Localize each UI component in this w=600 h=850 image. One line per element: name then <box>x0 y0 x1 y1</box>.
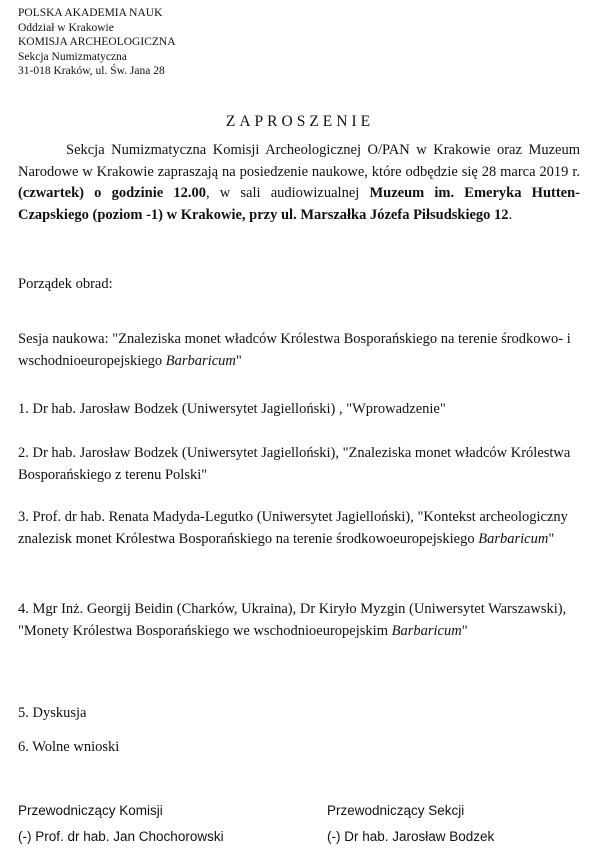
intro-date-time: (czwartek) o godzinie 12.00 <box>18 185 206 201</box>
agenda-item-5: 5. Dyskusja <box>18 705 87 721</box>
intro-text-c: , w sali audiowizualnej <box>205 185 370 201</box>
signature-left-name: (-) Prof. dr hab. Jan Chochorowski <box>18 829 224 844</box>
letterhead-line-1: POLSKA AKADEMIA NAUK <box>18 7 163 19</box>
signature-left-title: Przewodniczący Komisji <box>18 803 163 818</box>
letterhead <box>18 6 176 79</box>
letterhead-line-4: Sekcja Numizmatyczna <box>18 50 127 63</box>
agenda-item-4-text: 4. Mgr Inż. Georgij Beidin (Charków, Ukraina), Dr Kiryło Myzgin (Uniwersytet Warszawski), "Monety Królestwa Bosporańskiego we wschodnioeuropejskim <box>18 601 567 639</box>
intro-text-e: . <box>508 206 513 223</box>
agenda-item-4-suffix: " <box>461 622 468 639</box>
agenda-label: Porządek obrad: <box>18 276 113 292</box>
letterhead-address: 31-018 Kraków, ul. Św. Jana 28 <box>18 65 165 77</box>
agenda-item-3 <box>18 507 588 550</box>
signature-right-name: (-) Dr hab. Jarosław Bodzek <box>327 829 495 844</box>
agenda-item-4-italic: Barbaricum <box>391 622 462 639</box>
document-title: ZAPROSZENIE <box>225 113 375 130</box>
agenda-item-3-italic: Barbaricum <box>478 530 549 547</box>
signature-right <box>327 798 494 850</box>
session-title-prefix: Sesja naukowa: "Znaleziska monet władców Królestwa Bosporańskiego na terenie środkowo- i wschodnioeuropejskiego <box>18 331 571 369</box>
agenda-item-3-suffix: " <box>548 530 555 547</box>
session-title-suffix: " <box>235 352 242 369</box>
agenda-item-2: 2. Dr hab. Jarosław Bodzek (Uniwersytet Jagielloński), "Znaleziska monet władców Królestwa Bosporańskiego z terenu Polski" <box>18 445 571 483</box>
letterhead-line-3: KOMISJA ARCHEOLOGICZNA <box>18 36 176 48</box>
intro-text-a: Sekcja Numizmatyczna Komisji Archeologicznej O/PAN w Krakowie oraz Muzeum Narodowe w Krakowie zapraszają na posiedzenie naukowe, które odbędzie się 28 marca 2019 r. <box>18 142 580 180</box>
signature-right-title: Przewodniczący Sekcji <box>327 803 465 818</box>
session-title-italic: Barbaricum <box>165 352 236 369</box>
session-title <box>18 329 588 372</box>
agenda-item-6: 6. Wolne wnioski <box>18 739 120 755</box>
signature-left <box>18 798 224 850</box>
letterhead-line-2: Oddział w Krakowie <box>18 21 114 34</box>
agenda-item-3-text: 3. Prof. dr hab. Renata Madyda-Legutko (Uniwersytet Jagielloński), "Kontekst archeologiczny znalezisk monet Królestwa Bosporańskiego na terenie środkowoeuropejskiego <box>18 509 568 547</box>
intro-paragraph <box>18 140 580 226</box>
agenda-item-1: 1. Dr hab. Jarosław Bodzek (Uniwersytet Jagielloński) , "Wprowadzenie" <box>18 401 446 417</box>
intro-venue: Muzeum im. Emeryka Hutten-Czapskiego (poziom -1) w Krakowie, przy ul. Marszałka Józefa Piłsudskiego 12 <box>18 185 580 223</box>
agenda-item-4 <box>18 599 588 642</box>
